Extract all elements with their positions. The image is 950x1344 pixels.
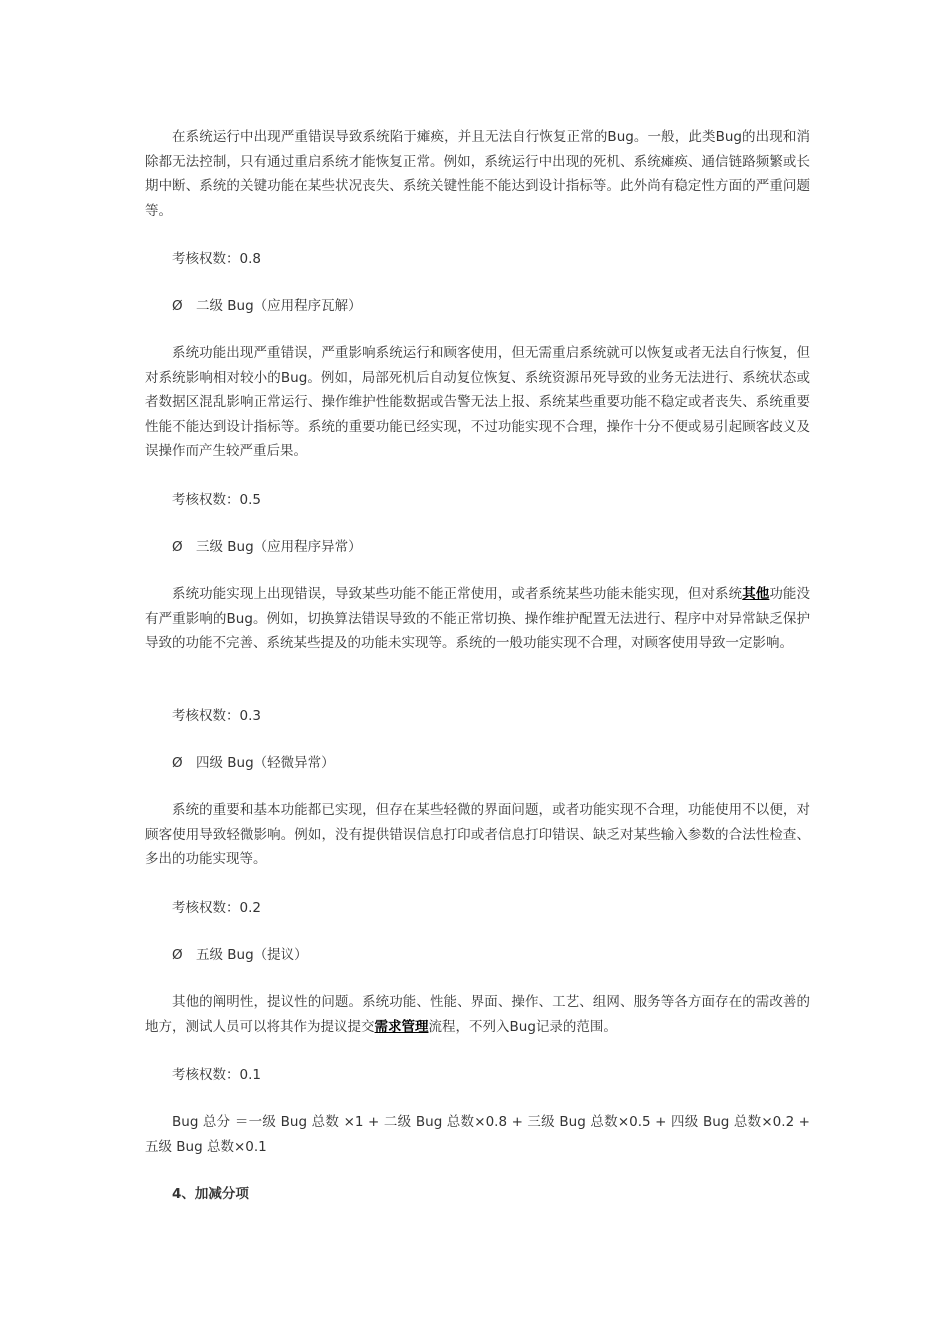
level2-weight: 考核权数：0.5 [172,492,261,508]
level5-desc-before: 其他的阐明性，提议性的问题。系统功能、性能、界面、操作、工艺、组网、服务等各方面存在的需改善的地方，测试人员可以将其作为提议提交 [145,994,810,1035]
level5-title-text: 五级 Bug（提议） [196,947,308,963]
level3-weight: 考核权数：0.3 [172,708,261,724]
level2-description: 系统功能出现严重错误，严重影响系统运行和顾客使用，但无需重启系统就可以恢复或者无法自行恢复，但对系统影响相对较小的Bug。例如，局部死机后自动复位恢复、系统资源吊死导致的业务无法进行、系统状态或者数据区混乱影响正常运行、操作维护性能数据或告警无法上报、系统某些重要功能不稳定或者丧失、系统重要性能不能达到设计指标等。系统的重要功能已经实现，不过功能实现不合理，操作十分不便或易引起顾客歧义及误操作而产生较严重后果。 [145,345,810,459]
level1-weight: 考核权数：0.8 [172,251,261,267]
level2-title [172,294,812,319]
bullet-icon: Ø [172,298,183,314]
level4-title-text: 四级 Bug（轻微异常） [196,755,335,771]
level3-description [145,582,810,656]
level5-description [145,990,810,1039]
bullet-icon: Ø [172,755,183,771]
level4-description: 系统的重要和基本功能都已实现，但存在某些轻微的界面问题，或者功能实现不合理，功能使用不以便，对顾客使用导致轻微影响。例如，没有提供错误信息打印或者信息打印错误、缺乏对某些输入参数的合法性检查、多出的功能实现等。 [145,802,810,867]
section-heading-4: 4、加减分项 [172,1186,249,1202]
requirements-management-link[interactable]: 需求管理 [374,1018,429,1035]
bullet-icon: Ø [172,539,183,555]
level5-title [172,943,812,968]
level4-weight: 考核权数：0.2 [172,900,261,916]
level3-title [172,535,812,560]
level3-desc-before: 系统功能实现上出现错误，导致某些功能不能正常使用，或者系统某些功能未能实现，但对系统 [172,586,743,602]
level1-description: 在系统运行中出现严重错误导致系统陷于瘫痪，并且无法自行恢复正常的Bug。一般，此类Bug的出现和消除都无法控制，只有通过重启系统才能恢复正常。例如，系统运行中出现的死机、系统瘫痪、通信链路频繁或长期中断、系统的关键功能在某些状况丧失、系统关键性能不能达到设计指标等。此外尚有稳定性方面的严重问题等。 [145,129,810,219]
other-link[interactable]: 其他 [742,586,770,602]
level2-title-text: 二级 Bug（应用程序瓦解） [196,298,362,314]
bug-score-formula: Bug 总分 ＝一级 Bug 总数 ×1 + 二级 Bug 总数×0.8 + 三级 Bug 总数×0.5 + 四级 Bug 总数×0.2 + 五级 Bug 总数×0.1 [145,1114,810,1155]
level3-desc-after: 功能没有严重影响的Bug。例如，切换算法错误导致的不能正常切换、操作维护配置无法进行、程序中对异常缺乏保护导致的功能不完善、系统某些提及的功能未实现等。系统的一般功能实现不合理，对顾客使用导致一定影响。 [145,586,811,651]
bullet-icon: Ø [172,947,183,963]
level5-weight: 考核权数：0.1 [172,1067,261,1083]
level5-desc-after: 流程，不列入Bug记录的范围。 [428,1018,617,1035]
level4-title [172,751,812,776]
level3-title-text: 三级 Bug（应用程序异常） [196,539,362,555]
